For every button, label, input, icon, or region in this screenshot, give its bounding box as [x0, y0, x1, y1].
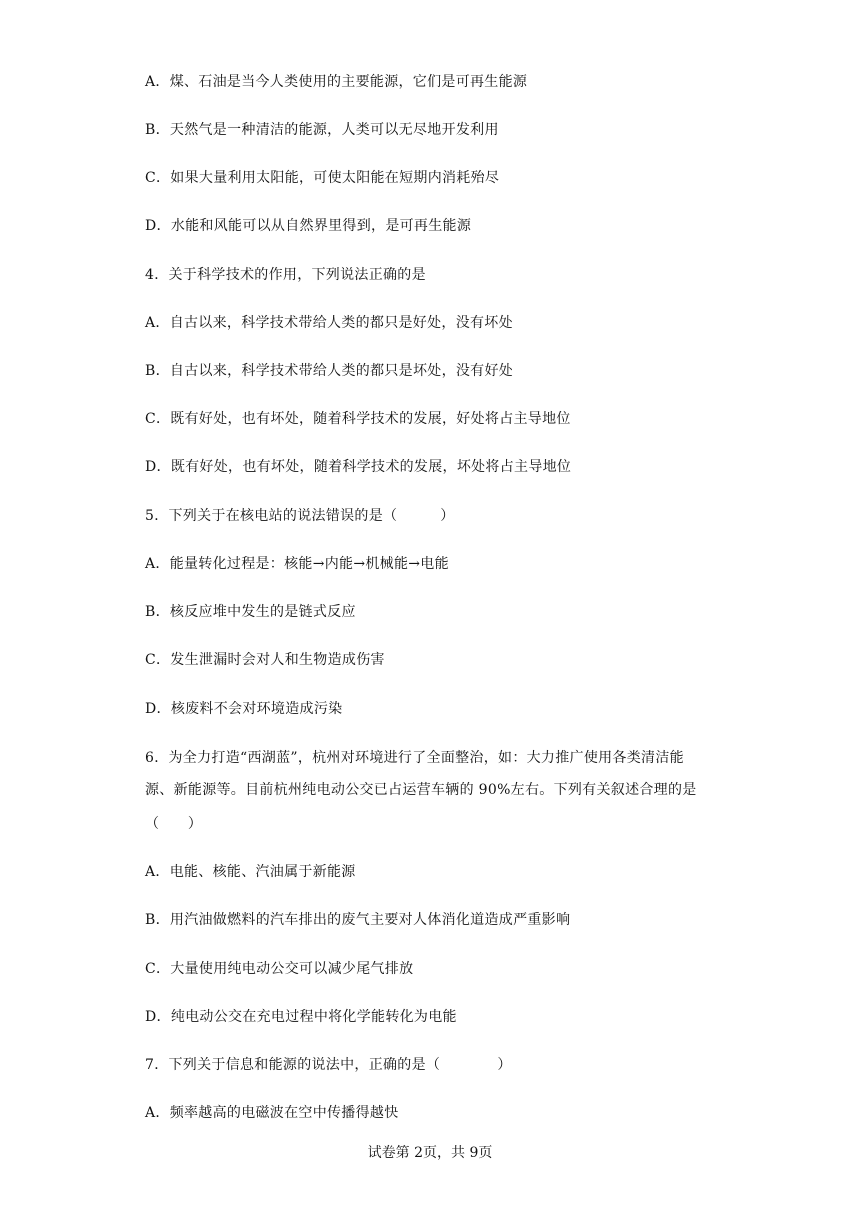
q5-stem: 5．下列关于在核电站的说法错误的是（ ）: [145, 508, 455, 524]
q4-option-a: A．自古以来，科学技术带给人类的都只是好处，没有坏处: [145, 315, 513, 331]
q6-stem-line-3: （ ）: [145, 816, 203, 832]
q5-option-b: B．核反应堆中发生的是链式反应: [145, 604, 356, 620]
q5-option-d: D．核废料不会对环境造成污染: [145, 701, 343, 717]
q5-option-c: C．发生泄漏时会对人和生物造成伤害: [145, 652, 385, 668]
q6-option-a: A．电能、核能、汽油属于新能源: [145, 864, 356, 880]
q6-option-c: C．大量使用纯电动公交可以减少尾气排放: [145, 961, 414, 977]
q4-stem: 4．关于科学技术的作用，下列说法正确的是: [145, 267, 426, 283]
q4-option-d: D．既有好处，也有坏处，随着科学技术的发展，坏处将占主导地位: [145, 459, 572, 475]
q3-option-d: D．水能和风能可以从自然界里得到，是可再生能源: [145, 218, 472, 234]
q3-option-b: B．天然气是一种清洁的能源，人类可以无尽地开发利用: [145, 122, 499, 138]
q6-option-b: B．用汽油做燃料的汽车排出的废气主要对人体消化道造成严重影响: [145, 912, 571, 928]
page-footer: 试卷第 2页，共 9页: [367, 1145, 493, 1161]
q6-option-d: D．纯电动公交在充电过程中将化学能转化为电能: [145, 1009, 457, 1025]
q3-option-a: A．煤、石油是当今人类使用的主要能源，它们是可再生能源: [145, 74, 528, 90]
q4-option-b: B．自古以来，科学技术带给人类的都只是坏处，没有好处: [145, 363, 514, 379]
q3-option-c: C．如果大量利用太阳能，可使太阳能在短期内消耗殆尽: [145, 170, 500, 186]
q7-stem: 7．下列关于信息和能源的说法中，正确的是（ ）: [145, 1057, 512, 1073]
q6-stem-line-1: 6．为全力打造“西湖蓝”，杭州对环境进行了全面整治，如：大力推广使用各类清洁能: [145, 750, 684, 766]
q6-stem-line-2: 源、新能源等。目前杭州纯电动公交已占运营车辆的 90%左右。下列有关叙述合理的是: [145, 782, 697, 798]
q4-option-c: C．既有好处，也有坏处，随着科学技术的发展，好处将占主导地位: [145, 411, 571, 427]
q5-option-a: A．能量转化过程是：核能→内能→机械能→电能: [145, 556, 449, 572]
q7-option-a: A．频率越高的电磁波在空中传播得越快: [145, 1105, 399, 1121]
